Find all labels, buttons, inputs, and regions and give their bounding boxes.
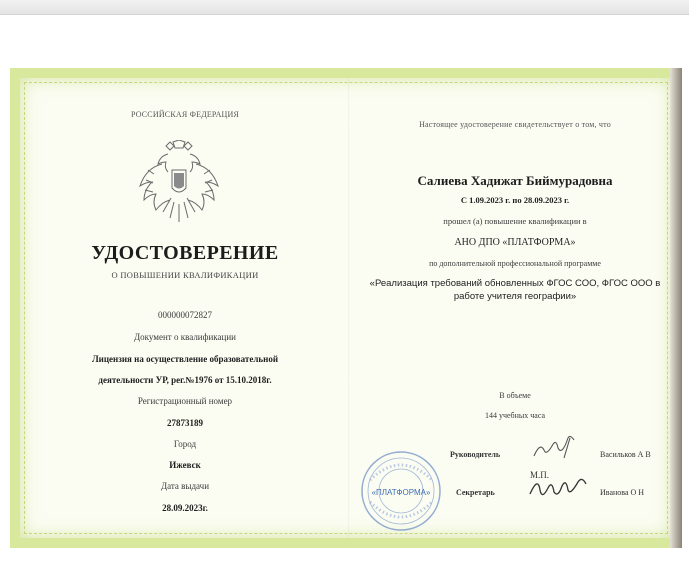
license-line-2: деятельности УР, рег.№1976 от 15.10.2018г.: [98, 375, 272, 385]
city-value: Ижевск: [169, 460, 201, 470]
training-period: С 1.09.2023 г. по 28.09.2023 г.: [460, 195, 570, 205]
city-label: Город: [173, 439, 197, 449]
program-title: «Реализация требований обновленных ФГОС СОО, ФГОС ООО в работе учителя географии»: [369, 278, 661, 302]
seal-mark: М.П.: [530, 470, 550, 480]
country-label: РОССИЙСКАЯ ФЕДЕРАЦИЯ: [130, 110, 240, 119]
head-name: Васильков А В: [600, 450, 651, 459]
holder-name: Салиева Хадижат Биймурадовна: [417, 173, 613, 188]
certificate: [10, 68, 682, 548]
document-number: 000000072827: [158, 310, 212, 320]
registration-label: Регистрационный номер: [137, 396, 233, 406]
organization-stamp-icon: [360, 450, 442, 532]
browser-top-bar: [0, 0, 689, 15]
license-line-1: Лицензия на осуществление образовательной: [91, 354, 279, 364]
head-signature: [530, 434, 590, 460]
coat-of-arms-icon: [138, 140, 220, 230]
volume-value: 144 учебных часа: [484, 411, 546, 420]
secretary-label: Секретарь: [456, 488, 495, 497]
registration-number: 27873189: [167, 418, 203, 428]
issue-date-label: Дата выдачи: [160, 481, 210, 491]
right-page: [350, 78, 680, 538]
head-label: Руководитель: [450, 450, 501, 459]
intro-text: Настоящее удостоверение свидетельствует о том, что: [419, 120, 611, 129]
organization-name: АНО ДПО «ПЛАТФОРМА»: [454, 237, 576, 248]
program-label: по дополнительной профессиональной программе: [429, 259, 601, 268]
secretary-name: Иванова О Н: [600, 488, 645, 497]
secretary-signature: [528, 474, 588, 502]
document-subtitle: О ПОВЫШЕНИИ КВАЛИФИКАЦИИ: [111, 270, 259, 280]
volume-label: В объеме: [499, 391, 531, 400]
document-title: УДОСТОВЕРЕНИЕ: [91, 242, 279, 264]
document-type: Документ о квалификации: [134, 332, 236, 342]
left-page: [20, 78, 350, 538]
stamp-text: «ПЛАТФОРМА»: [371, 488, 431, 497]
issue-date: 28.09.2023г.: [162, 503, 208, 513]
passed-text: прошел (а) повышение квалификации в: [443, 216, 587, 226]
